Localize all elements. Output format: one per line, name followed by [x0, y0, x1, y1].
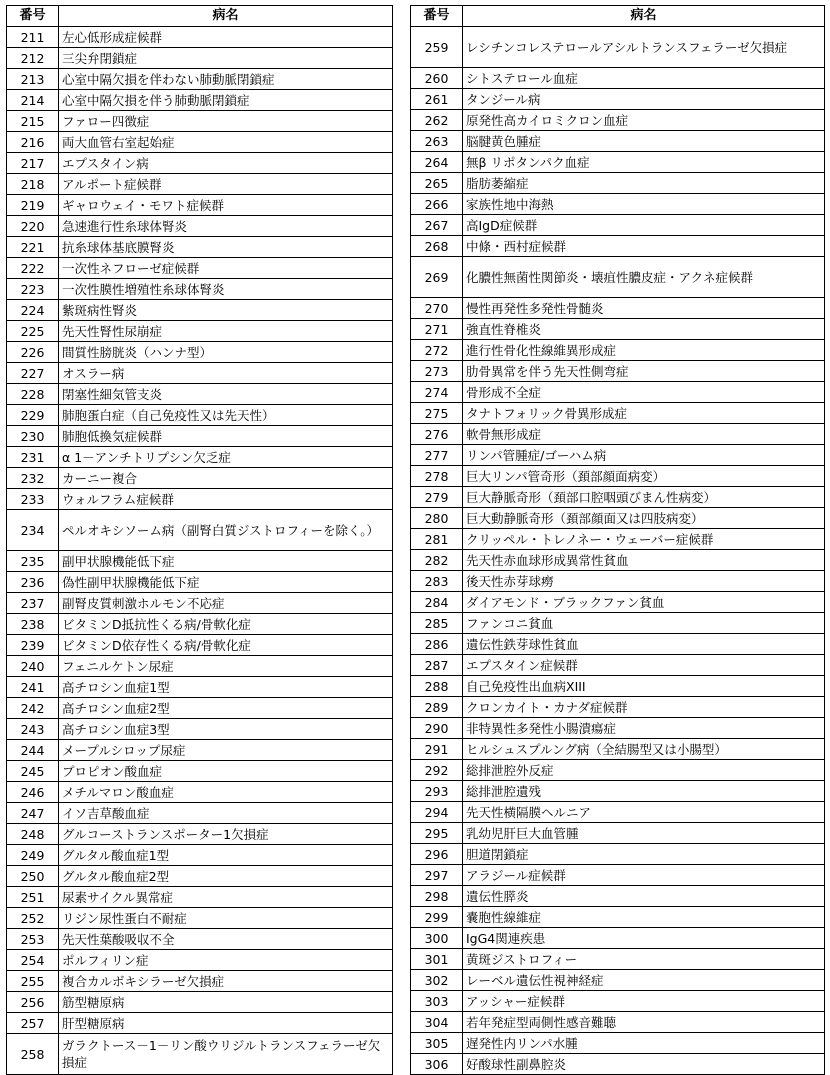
disease-number: 297 — [411, 865, 463, 886]
table-row — [411, 802, 825, 823]
header-row — [411, 6, 825, 27]
disease-number: 242 — [7, 698, 59, 719]
disease-name: 高チロシン血症3型 — [59, 719, 393, 740]
disease-number: 234 — [7, 510, 59, 551]
table-row — [7, 363, 393, 384]
table-row — [7, 27, 393, 48]
disease-number: 225 — [7, 321, 59, 342]
disease-name: クリッペル・トレノネー・ウェーバー症候群 — [463, 529, 825, 550]
disease-name: グルタル酸血症2型 — [59, 866, 393, 887]
disease-number: 216 — [7, 132, 59, 153]
disease-number: 217 — [7, 153, 59, 174]
table-row — [411, 110, 825, 131]
disease-number: 282 — [411, 550, 463, 571]
disease-number: 285 — [411, 613, 463, 634]
disease-name: ダイアモンド・ブラックファン貧血 — [463, 592, 825, 613]
disease-number: 252 — [7, 908, 59, 929]
disease-number: 260 — [411, 68, 463, 89]
disease-name: 心室中隔欠損を伴う肺動脈閉鎖症 — [59, 90, 393, 111]
disease-number: 294 — [411, 802, 463, 823]
table-row — [7, 132, 393, 153]
disease-number: 246 — [7, 782, 59, 803]
table-row — [7, 174, 393, 195]
disease-number: 280 — [411, 508, 463, 529]
disease-name: 筋型糖原病 — [59, 992, 393, 1013]
disease-name: ペルオキシソーム病（副腎白質ジストロフィーを除く。） — [59, 510, 393, 551]
disease-number: 239 — [7, 635, 59, 656]
disease-name: グルタル酸血症1型 — [59, 845, 393, 866]
disease-number: 220 — [7, 216, 59, 237]
disease-name: 家族性地中海熱 — [463, 194, 825, 215]
header-disease-name: 病名 — [59, 6, 393, 27]
disease-number: 283 — [411, 571, 463, 592]
disease-number: 215 — [7, 111, 59, 132]
disease-name: 好酸球性副鼻腔炎 — [463, 1054, 825, 1075]
disease-number: 223 — [7, 279, 59, 300]
disease-number: 212 — [7, 48, 59, 69]
table-row — [411, 592, 825, 613]
table-row — [7, 447, 393, 468]
disease-number: 257 — [7, 1013, 59, 1034]
disease-name: 高IgD症候群 — [463, 215, 825, 236]
table-row — [411, 529, 825, 550]
disease-name: 抗糸球体基底膜腎炎 — [59, 237, 393, 258]
disease-number: 276 — [411, 424, 463, 445]
disease-name: 自己免疫性出血病XIII — [463, 676, 825, 697]
table-row — [411, 298, 825, 319]
disease-number: 214 — [7, 90, 59, 111]
table-row — [411, 718, 825, 739]
disease-name: 慢性再発性多発性骨髄炎 — [463, 298, 825, 319]
disease-name: 若年発症型両側性感音難聴 — [463, 1012, 825, 1033]
disease-name: α 1－アンチトリプシン欠乏症 — [59, 447, 393, 468]
disease-name: アルポート症候群 — [59, 174, 393, 195]
table-row — [411, 760, 825, 781]
disease-number: 300 — [411, 928, 463, 949]
table-row — [411, 382, 825, 403]
disease-name: ヒルシュスプルング病（全結腸型又は小腸型） — [463, 739, 825, 760]
table-row — [411, 257, 825, 298]
disease-name: 閉塞性細気管支炎 — [59, 384, 393, 405]
disease-name: 胆道閉鎖症 — [463, 844, 825, 865]
disease-name: エプスタイン病 — [59, 153, 393, 174]
table-row — [411, 236, 825, 257]
table-row — [411, 466, 825, 487]
disease-number: 251 — [7, 887, 59, 908]
disease-name: 強直性脊椎炎 — [463, 319, 825, 340]
disease-name: 乳幼児肝巨大血管腫 — [463, 823, 825, 844]
table-row — [411, 613, 825, 634]
disease-name: 総排泄腔遺残 — [463, 781, 825, 802]
table-row — [7, 845, 393, 866]
disease-number: 263 — [411, 131, 463, 152]
table-row — [7, 279, 393, 300]
disease-number: 247 — [7, 803, 59, 824]
disease-name: フェニルケトン尿症 — [59, 656, 393, 677]
disease-number: 267 — [411, 215, 463, 236]
disease-number: 218 — [7, 174, 59, 195]
disease-number: 228 — [7, 384, 59, 405]
disease-number: 238 — [7, 614, 59, 635]
table-row — [411, 1012, 825, 1033]
table-row — [411, 886, 825, 907]
table-row — [7, 572, 393, 593]
disease-number: 303 — [411, 991, 463, 1012]
disease-name: 副腎皮質刺激ホルモン不応症 — [59, 593, 393, 614]
disease-name: 急速進行性糸球体腎炎 — [59, 216, 393, 237]
disease-name: 無β リポタンパク血症 — [463, 152, 825, 173]
disease-name: 肝型糖原病 — [59, 1013, 393, 1034]
disease-number: 289 — [411, 697, 463, 718]
disease-name: 遺伝性鉄芽球性貧血 — [463, 634, 825, 655]
disease-number: 229 — [7, 405, 59, 426]
table-row — [7, 635, 393, 656]
disease-name: グルコーストランスポーター1欠損症 — [59, 824, 393, 845]
disease-name: 高チロシン血症1型 — [59, 677, 393, 698]
disease-name: IgG4関連疾患 — [463, 928, 825, 949]
table-row — [411, 340, 825, 361]
disease-number: 254 — [7, 950, 59, 971]
disease-number: 304 — [411, 1012, 463, 1033]
disease-number: 259 — [411, 27, 463, 68]
disease-name: タナトフォリック骨異形成症 — [463, 403, 825, 424]
table-row — [411, 907, 825, 928]
disease-name: 間質性膀胱炎（ハンナ型） — [59, 342, 393, 363]
disease-number: 273 — [411, 361, 463, 382]
disease-name: 巨大静脈奇形（頚部口腔咽頭びまん性病変） — [463, 487, 825, 508]
disease-number: 279 — [411, 487, 463, 508]
disease-number: 258 — [7, 1034, 59, 1075]
table-row — [7, 656, 393, 677]
disease-number: 236 — [7, 572, 59, 593]
table-row — [7, 971, 393, 992]
disease-number: 237 — [7, 593, 59, 614]
table-row — [411, 928, 825, 949]
table-row — [411, 152, 825, 173]
disease-name: 遅発性内リンパ水腫 — [463, 1033, 825, 1054]
table-row — [7, 1034, 393, 1075]
disease-name: 脂肪萎縮症 — [463, 173, 825, 194]
table-row — [411, 697, 825, 718]
table-row — [7, 887, 393, 908]
disease-number: 295 — [411, 823, 463, 844]
table-row — [411, 173, 825, 194]
disease-number: 221 — [7, 237, 59, 258]
disease-number: 293 — [411, 781, 463, 802]
table-row — [411, 424, 825, 445]
disease-name: リンパ管腫症/ゴーハム病 — [463, 445, 825, 466]
disease-number: 268 — [411, 236, 463, 257]
disease-name: 高チロシン血症2型 — [59, 698, 393, 719]
disease-number: 241 — [7, 677, 59, 698]
table-row — [411, 89, 825, 110]
table-row — [7, 111, 393, 132]
disease-name: 軟骨無形成症 — [463, 424, 825, 445]
table-row — [7, 908, 393, 929]
disease-number: 231 — [7, 447, 59, 468]
disease-name: 尿素サイクル異常症 — [59, 887, 393, 908]
table-row — [411, 634, 825, 655]
disease-name: ウォルフラム症候群 — [59, 489, 393, 510]
table-row — [7, 510, 393, 551]
table-row — [7, 90, 393, 111]
disease-number: 249 — [7, 845, 59, 866]
table-row — [411, 215, 825, 236]
table-row — [411, 194, 825, 215]
table-row — [411, 1033, 825, 1054]
table-row — [7, 195, 393, 216]
table-row — [411, 27, 825, 68]
disease-name: 骨形成不全症 — [463, 382, 825, 403]
table-row — [7, 593, 393, 614]
table-row — [7, 677, 393, 698]
disease-number: 250 — [7, 866, 59, 887]
disease-name: ビタミンD依存性くる病/骨軟化症 — [59, 635, 393, 656]
disease-table-right — [410, 5, 825, 1075]
disease-name: レシチンコレステロールアシルトランスフェラーゼ欠損症 — [463, 27, 825, 68]
disease-number: 301 — [411, 949, 463, 970]
table-row — [411, 655, 825, 676]
table-row — [7, 992, 393, 1013]
disease-number: 291 — [411, 739, 463, 760]
disease-name: 心室中隔欠損を伴わない肺動脈閉鎖症 — [59, 69, 393, 90]
disease-name: 先天性横隔膜ヘルニア — [463, 802, 825, 823]
table-row — [411, 131, 825, 152]
disease-name: アッシャー症候群 — [463, 991, 825, 1012]
table-row — [7, 426, 393, 447]
disease-name: 巨大リンパ管奇形（頚部顔面病変） — [463, 466, 825, 487]
table-row — [7, 740, 393, 761]
disease-number: 299 — [411, 907, 463, 928]
table-row — [411, 970, 825, 991]
disease-number: 262 — [411, 110, 463, 131]
disease-name: 先天性腎性尿崩症 — [59, 321, 393, 342]
disease-name: オスラー病 — [59, 363, 393, 384]
table-row — [7, 216, 393, 237]
table-row — [411, 361, 825, 382]
disease-number: 240 — [7, 656, 59, 677]
disease-name: 肋骨異常を伴う先天性側弯症 — [463, 361, 825, 382]
disease-number: 253 — [7, 929, 59, 950]
table-row — [411, 844, 825, 865]
disease-number: 211 — [7, 27, 59, 48]
table-row — [411, 1054, 825, 1075]
table-row — [411, 949, 825, 970]
disease-number: 281 — [411, 529, 463, 550]
table-row — [7, 321, 393, 342]
table-row — [7, 489, 393, 510]
disease-name: 進行性骨化性線維異形成症 — [463, 340, 825, 361]
disease-name: ファロー四徴症 — [59, 111, 393, 132]
table-row — [411, 781, 825, 802]
disease-number: 255 — [7, 971, 59, 992]
table-row — [7, 342, 393, 363]
disease-number: 298 — [411, 886, 463, 907]
table-row — [411, 571, 825, 592]
table-row — [411, 676, 825, 697]
table-row — [411, 68, 825, 89]
disease-number: 302 — [411, 970, 463, 991]
disease-number: 266 — [411, 194, 463, 215]
table-row — [7, 48, 393, 69]
table-row — [411, 487, 825, 508]
disease-number: 277 — [411, 445, 463, 466]
table-row — [7, 761, 393, 782]
header-number: 番号 — [411, 6, 463, 27]
disease-number: 288 — [411, 676, 463, 697]
disease-number: 219 — [7, 195, 59, 216]
disease-name: 総排泄腔外反症 — [463, 760, 825, 781]
table-row — [7, 384, 393, 405]
disease-name: 偽性副甲状腺機能低下症 — [59, 572, 393, 593]
disease-name: 化膿性無菌性関節炎・壊疽性膿皮症・アクネ症候群 — [463, 257, 825, 298]
disease-name: リジン尿性蛋白不耐症 — [59, 908, 393, 929]
disease-name: 後天性赤芽球癆 — [463, 571, 825, 592]
disease-name: エプスタイン症候群 — [463, 655, 825, 676]
disease-name: 原発性高カイロミクロン血症 — [463, 110, 825, 131]
table-row — [7, 803, 393, 824]
table-row — [411, 550, 825, 571]
disease-number: 275 — [411, 403, 463, 424]
disease-name: 副甲状腺機能低下症 — [59, 551, 393, 572]
disease-number: 284 — [411, 592, 463, 613]
disease-name: クロンカイト・カナダ症候群 — [463, 697, 825, 718]
table-row — [7, 258, 393, 279]
disease-name: メープルシロップ尿症 — [59, 740, 393, 761]
table-row — [7, 468, 393, 489]
disease-name: プロピオン酸血症 — [59, 761, 393, 782]
disease-number: 222 — [7, 258, 59, 279]
disease-number: 244 — [7, 740, 59, 761]
disease-number: 269 — [411, 257, 463, 298]
disease-name: 一次性ネフローゼ症候群 — [59, 258, 393, 279]
disease-name: 紫斑病性腎炎 — [59, 300, 393, 321]
disease-number: 256 — [7, 992, 59, 1013]
disease-number: 265 — [411, 173, 463, 194]
disease-name: 中條・西村症候群 — [463, 236, 825, 257]
disease-number: 235 — [7, 551, 59, 572]
table-row — [7, 698, 393, 719]
disease-number: 305 — [411, 1033, 463, 1054]
disease-name: ギャロウェイ・モワト症候群 — [59, 195, 393, 216]
disease-number: 248 — [7, 824, 59, 845]
disease-name: 肺胞蛋白症（自己免疫性又は先天性） — [59, 405, 393, 426]
disease-name: ファンコニ貧血 — [463, 613, 825, 634]
disease-number: 227 — [7, 363, 59, 384]
table-row — [7, 866, 393, 887]
disease-name: 脳腱黄色腫症 — [463, 131, 825, 152]
disease-number: 306 — [411, 1054, 463, 1075]
disease-table-left — [6, 5, 393, 1075]
disease-number: 286 — [411, 634, 463, 655]
disease-number: 264 — [411, 152, 463, 173]
disease-number: 226 — [7, 342, 59, 363]
disease-number: 233 — [7, 489, 59, 510]
table-row — [411, 823, 825, 844]
disease-number: 278 — [411, 466, 463, 487]
table-row — [7, 782, 393, 803]
disease-name: 遺伝性膵炎 — [463, 886, 825, 907]
disease-number: 290 — [411, 718, 463, 739]
table-row — [7, 950, 393, 971]
disease-number: 292 — [411, 760, 463, 781]
disease-number: 274 — [411, 382, 463, 403]
header-row — [7, 6, 393, 27]
disease-name: 先天性赤血球形成異常性貧血 — [463, 550, 825, 571]
table-row — [7, 1013, 393, 1034]
disease-name: ビタミンD抵抗性くる病/骨軟化症 — [59, 614, 393, 635]
disease-name: 複合カルボキシラーゼ欠損症 — [59, 971, 393, 992]
disease-number: 243 — [7, 719, 59, 740]
table-row — [411, 991, 825, 1012]
disease-name: 一次性膜性増殖性糸球体腎炎 — [59, 279, 393, 300]
table-row — [411, 403, 825, 424]
disease-number: 224 — [7, 300, 59, 321]
disease-name: イソ吉草酸血症 — [59, 803, 393, 824]
table-row — [7, 153, 393, 174]
disease-number: 230 — [7, 426, 59, 447]
table-row — [7, 237, 393, 258]
disease-name: メチルマロン酸血症 — [59, 782, 393, 803]
disease-number: 213 — [7, 69, 59, 90]
disease-name: 非特異性多発性小腸潰瘍症 — [463, 718, 825, 739]
table-row — [411, 508, 825, 529]
header-number: 番号 — [7, 6, 59, 27]
table-row — [411, 319, 825, 340]
table-row — [7, 614, 393, 635]
disease-name: ポルフィリン症 — [59, 950, 393, 971]
disease-name: 先天性葉酸吸収不全 — [59, 929, 393, 950]
table-row — [7, 824, 393, 845]
disease-name: シトステロール血症 — [463, 68, 825, 89]
table-row — [411, 445, 825, 466]
disease-name: 肺胞低換気症候群 — [59, 426, 393, 447]
table-row — [7, 929, 393, 950]
disease-number: 271 — [411, 319, 463, 340]
table-row — [7, 69, 393, 90]
disease-name: ガラクトース－1－リン酸ウリジルトランスフェラーゼ欠損症 — [59, 1034, 393, 1075]
table-row — [7, 405, 393, 426]
disease-name: レーベル遺伝性視神経症 — [463, 970, 825, 991]
disease-name: 左心低形成症候群 — [59, 27, 393, 48]
disease-number: 245 — [7, 761, 59, 782]
disease-name: 嚢胞性線維症 — [463, 907, 825, 928]
disease-number: 261 — [411, 89, 463, 110]
disease-name: 三尖弁閉鎖症 — [59, 48, 393, 69]
header-disease-name: 病名 — [463, 6, 825, 27]
table-row — [7, 300, 393, 321]
disease-name: 黄斑ジストロフィー — [463, 949, 825, 970]
table-row — [411, 739, 825, 760]
disease-name: タンジール病 — [463, 89, 825, 110]
table-row — [7, 719, 393, 740]
disease-name: カーニー複合 — [59, 468, 393, 489]
disease-number: 287 — [411, 655, 463, 676]
disease-number: 270 — [411, 298, 463, 319]
table-row — [411, 865, 825, 886]
disease-name: 巨大動静脈奇形（頚部顔面又は四肢病変） — [463, 508, 825, 529]
disease-name: アラジール症候群 — [463, 865, 825, 886]
disease-number: 232 — [7, 468, 59, 489]
disease-name: 両大血管右室起始症 — [59, 132, 393, 153]
disease-number: 272 — [411, 340, 463, 361]
disease-number: 296 — [411, 844, 463, 865]
table-row — [7, 551, 393, 572]
